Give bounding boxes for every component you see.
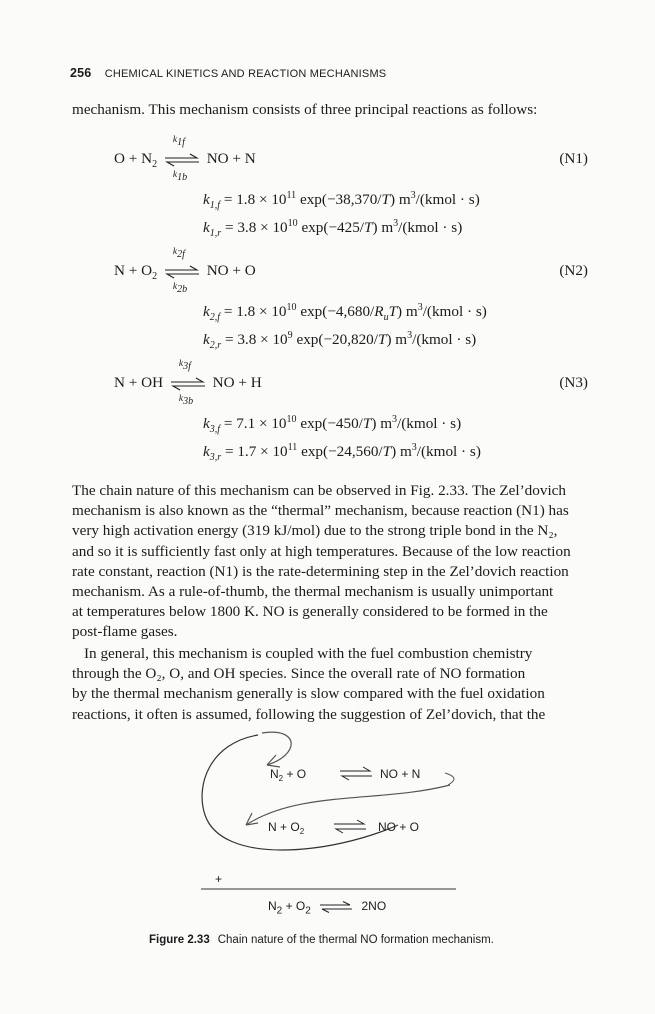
forward-rate-label: $k_{1f}$ [172, 134, 185, 148]
reaction-tag: (N1) [559, 150, 588, 167]
reaction-tag: (N3) [559, 374, 588, 391]
fig-equilibrium-arrow-2 [334, 820, 366, 833]
fig-equilibrium-arrow-3 [318, 901, 354, 913]
figure-caption [149, 934, 494, 946]
reaction-lhs: N + OH [114, 374, 164, 391]
text-line: mechanism is also known as the “thermal” mechanism, because reaction (N1) has [72, 502, 569, 520]
text-line: The chain nature of this mechanism can be observed in Fig. 2.33. The Zel’dovich [72, 482, 567, 499]
figure-label: Figure 2.33 [149, 934, 210, 946]
forward-rate-label: $k_{3f}$ [178, 358, 191, 372]
fig-reaction-2-lhs: $N + O_2$ [268, 820, 305, 836]
reaction-rhs: NO + O [206, 262, 256, 279]
equilibrium-arrow [164, 246, 200, 295]
reaction-lhs: $N + O_2$ [114, 262, 158, 283]
reaction-rhs: NO + H [212, 374, 262, 391]
page-number: 256 [70, 66, 92, 80]
reaction-n2 [114, 246, 588, 295]
backward-rate-label: $k_{2b}$ [172, 281, 188, 295]
text-line: very high activation energy (319 kJ/mol) due to the strong triple bond in the N₂, [72, 522, 558, 540]
text-line: through the O₂, O, and OH species. Since the overall rate of NO formation [72, 665, 526, 683]
text-line: mechanism. As a rule-of-thumb, the thermal mechanism is usually unimportant [72, 583, 554, 601]
reaction-n1 [114, 134, 588, 183]
chain-diagram [0, 715, 655, 905]
backward-rate-label: $k_{3b}$ [178, 393, 194, 407]
text-line: at temperatures below 1800 K. NO is generally considered to be formed in the [72, 603, 548, 621]
fig-net-reaction: $N_2 + O_2$ 2NO [268, 899, 387, 917]
upper-curved-arrow [262, 732, 291, 765]
page-header [70, 66, 386, 80]
figure-chain-diagram [0, 715, 655, 905]
text-line: post-flame gases. [72, 623, 178, 641]
reaction-lhs: $O + N_2$ [114, 150, 158, 171]
backward-rate-label: $k_{1b}$ [172, 169, 188, 183]
equilibrium-arrow [170, 358, 206, 407]
paragraph-coupling [72, 644, 585, 725]
running-title: CHEMICAL KINETICS AND REACTION MECHANISMS [104, 68, 387, 80]
forward-rate-label: $k_{2f}$ [172, 246, 185, 260]
fig-reaction-1-rhs: NO + N [380, 767, 421, 781]
text-line: rate constant, reaction (N1) is the rate-determining step in the Zel’dovich reaction [72, 562, 569, 580]
fig-plus-sign: + [215, 872, 223, 886]
text-line: reactions, it often is assumed, following the suggestion of Zel’dovich, that the [72, 705, 546, 723]
rate-k3r: $k_{3,r} = 1.7 \times 10^{11}$ exp(−24,560/T) $m^3/(kmol \cdot s)$ [203, 442, 481, 464]
rate-k3f: $k_{3,f} = 7.1 \times 10^{10}$ exp(−450/T) $m^3/(kmol \cdot s)$ [203, 414, 462, 436]
rate-k1r: $k_{1,r} = 3.8 \times 10^{10}$ exp(−425/T) $m^3/(kmol \cdot s)$ [203, 218, 463, 240]
equilibrium-arrow [164, 134, 200, 183]
intro-text: mechanism. This mechanism consists of three principal reactions as follows: [72, 101, 538, 118]
rate-k2f: $k_{2,f} = 1.8 \times 10^{10}$ $\exp(-4,680/R_uT)$ $m^3/(kmol \cdot s)$ [203, 302, 487, 324]
fig-reaction-2-rhs: NO + O [378, 820, 420, 834]
rate-k2r: $k_{2,r} = 3.8 \times 10^9$ exp(−20,820/T) $m^3/(kmol \cdot s)$ [203, 330, 477, 352]
lower-return-arrow [246, 785, 450, 825]
reaction-rhs: NO + N [206, 150, 256, 167]
fig-equilibrium-arrow-1 [340, 767, 372, 780]
rate-k1f: $k_{1,f} = 1.8 \times 10^{11}$ exp(−38,370/T) $m^3/(kmol \cdot s)$ [203, 190, 480, 212]
reaction-tag: (N2) [559, 262, 588, 279]
text-line: In general, this mechanism is coupled with the fuel combustion chemistry [84, 645, 533, 662]
text-line: by the thermal mechanism generally is slow compared with the fuel oxidation [72, 685, 545, 703]
figure-caption-text: Chain nature of the thermal NO formation mechanism. [217, 934, 494, 946]
paragraph-chain-nature [72, 481, 585, 643]
fig-reaction-1-lhs: $N_2 + O$ [270, 767, 307, 783]
reaction-n3 [114, 358, 588, 407]
text-line: and so it is sufficiently fast only at high temperatures. Because of the low reaction [72, 542, 571, 560]
